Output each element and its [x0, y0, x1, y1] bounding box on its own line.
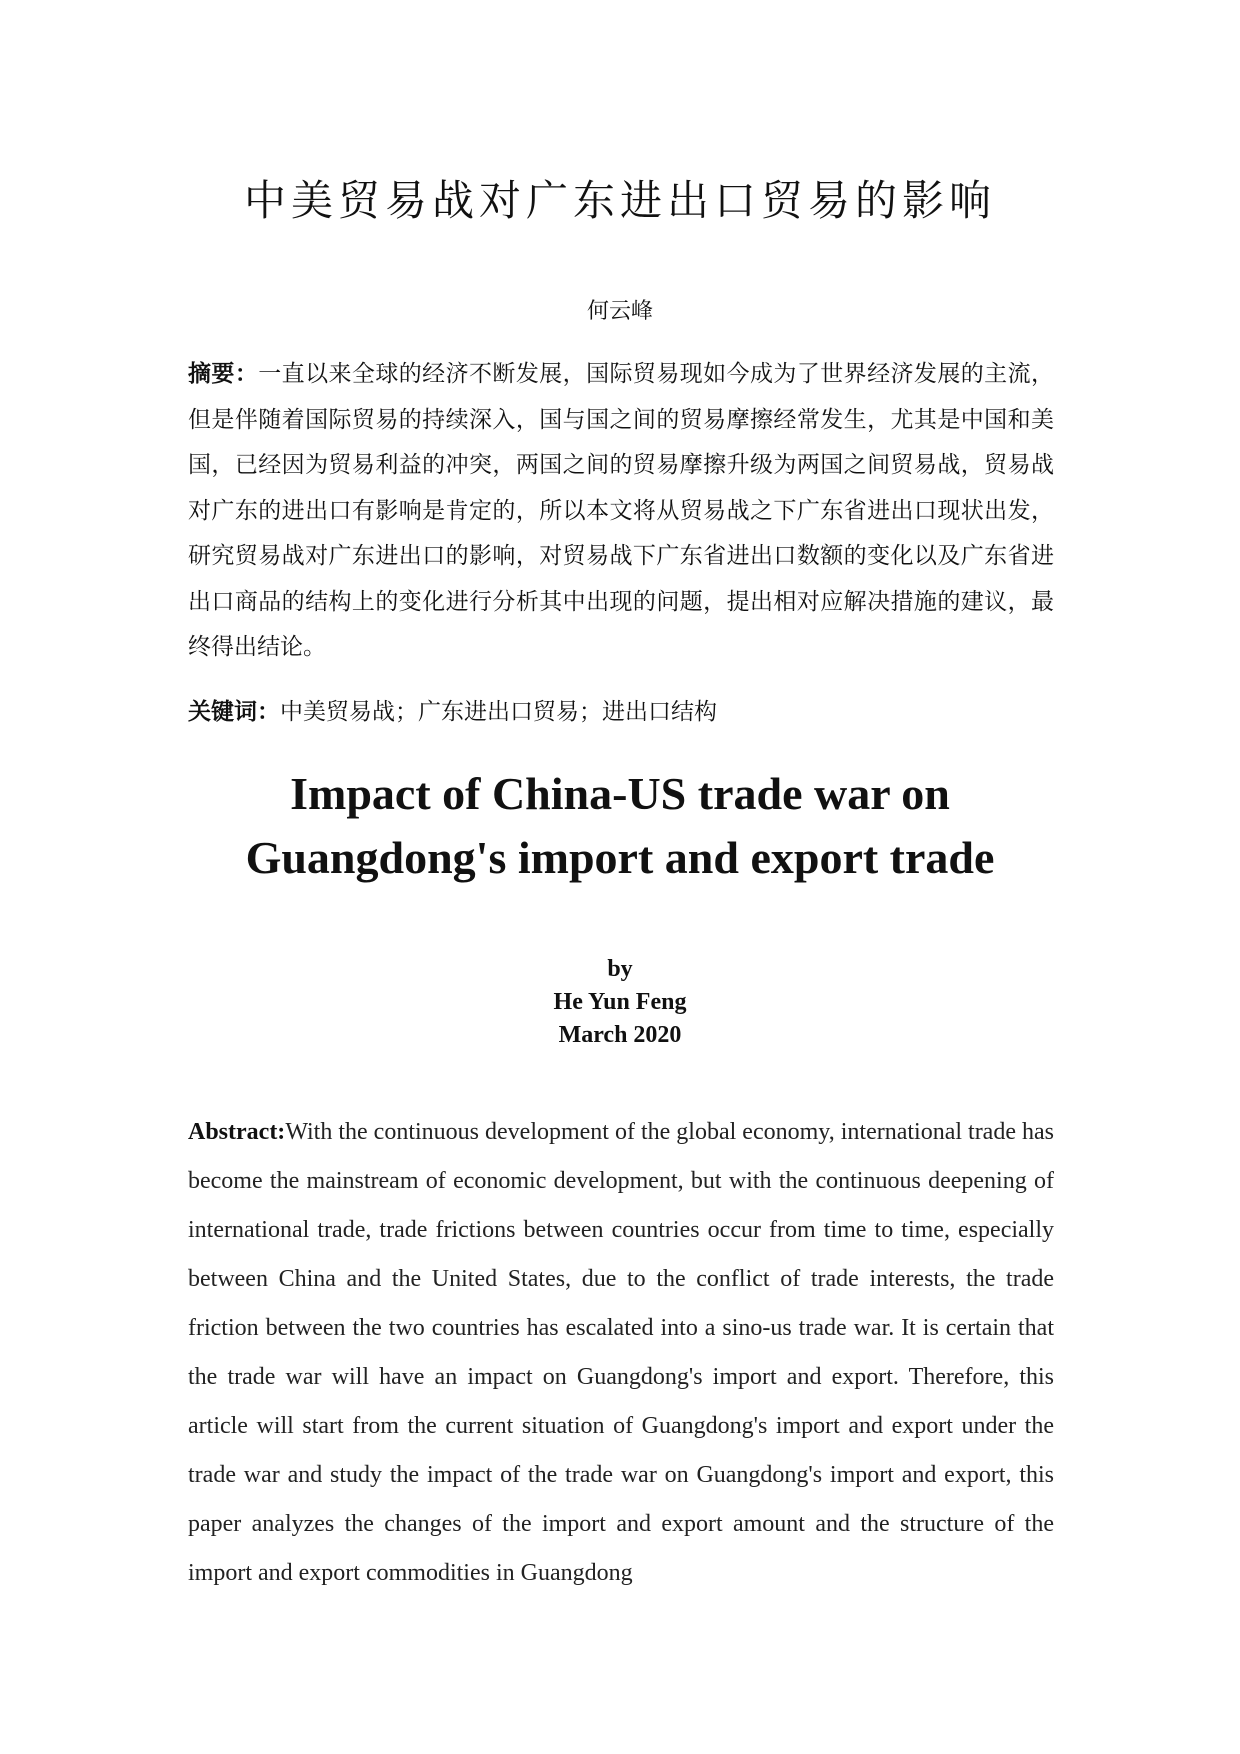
english-abstract — [188, 1108, 1054, 1598]
english-title: Impact of China-US trade war on Guangdong's import and export trade — [245, 768, 995, 883]
chinese-author: 何云峰 — [586, 299, 653, 324]
english-abstract-text: With the continuous development of the global economy, international trade has become the mainstream of economic development, but with the continuous deepening of international trade, trade frictions between countries occur from time to time, especially between China and the United States, due to the conflict of trade interests, the trade friction between the two countries has escalated into a sino-us trade war. It is certain that the trade war will have an impact on Guangdong's import and export. Therefore, this article will start from the current situation of Guangdong's import and export under the trade war and study the impact of the trade war on Guangdong's import and export, this paper analyzes the changes of the import and export amount and the structure of the import and export commodities in Guangdong — [188, 1119, 1054, 1586]
chinese-keywords-text: 中美贸易战；广东进出口贸易；进出口结构 — [280, 699, 717, 725]
chinese-abstract-label: 摘要： — [188, 361, 259, 387]
english-author: He Yun Feng — [553, 989, 687, 1015]
chinese-abstract — [188, 352, 1054, 671]
chinese-keywords — [188, 692, 1054, 732]
chinese-title: 中美贸易战对广东进出口贸易的影响 — [243, 176, 996, 225]
english-date: March 2020 — [558, 1022, 682, 1048]
english-abstract-label: Abstract: — [188, 1119, 286, 1145]
english-by-line: by — [607, 956, 633, 982]
chinese-abstract-text: 一直以来全球的经济不断发展，国际贸易现如今成为了世界经济发展的主流，但是伴随着国际贸易的持续深入，国与国之间的贸易摩擦经常发生，尤其是中国和美国，已经因为贸易利益的冲突，两国之间的贸易摩擦升级为两国之间贸易战，贸易战对广东的进出口有影响是肯定的，所以本文将从贸易战之下广东省进出口现状出发，研究贸易战对广东进出口的影响，对贸易战下广东省进出口数额的变化以及广东省进出口商品的结构上的变化进行分析其中出现的问题，提出相对应解决措施的建议，最终得出结论。 — [188, 361, 1054, 660]
chinese-keywords-label: 关键词： — [188, 699, 280, 725]
